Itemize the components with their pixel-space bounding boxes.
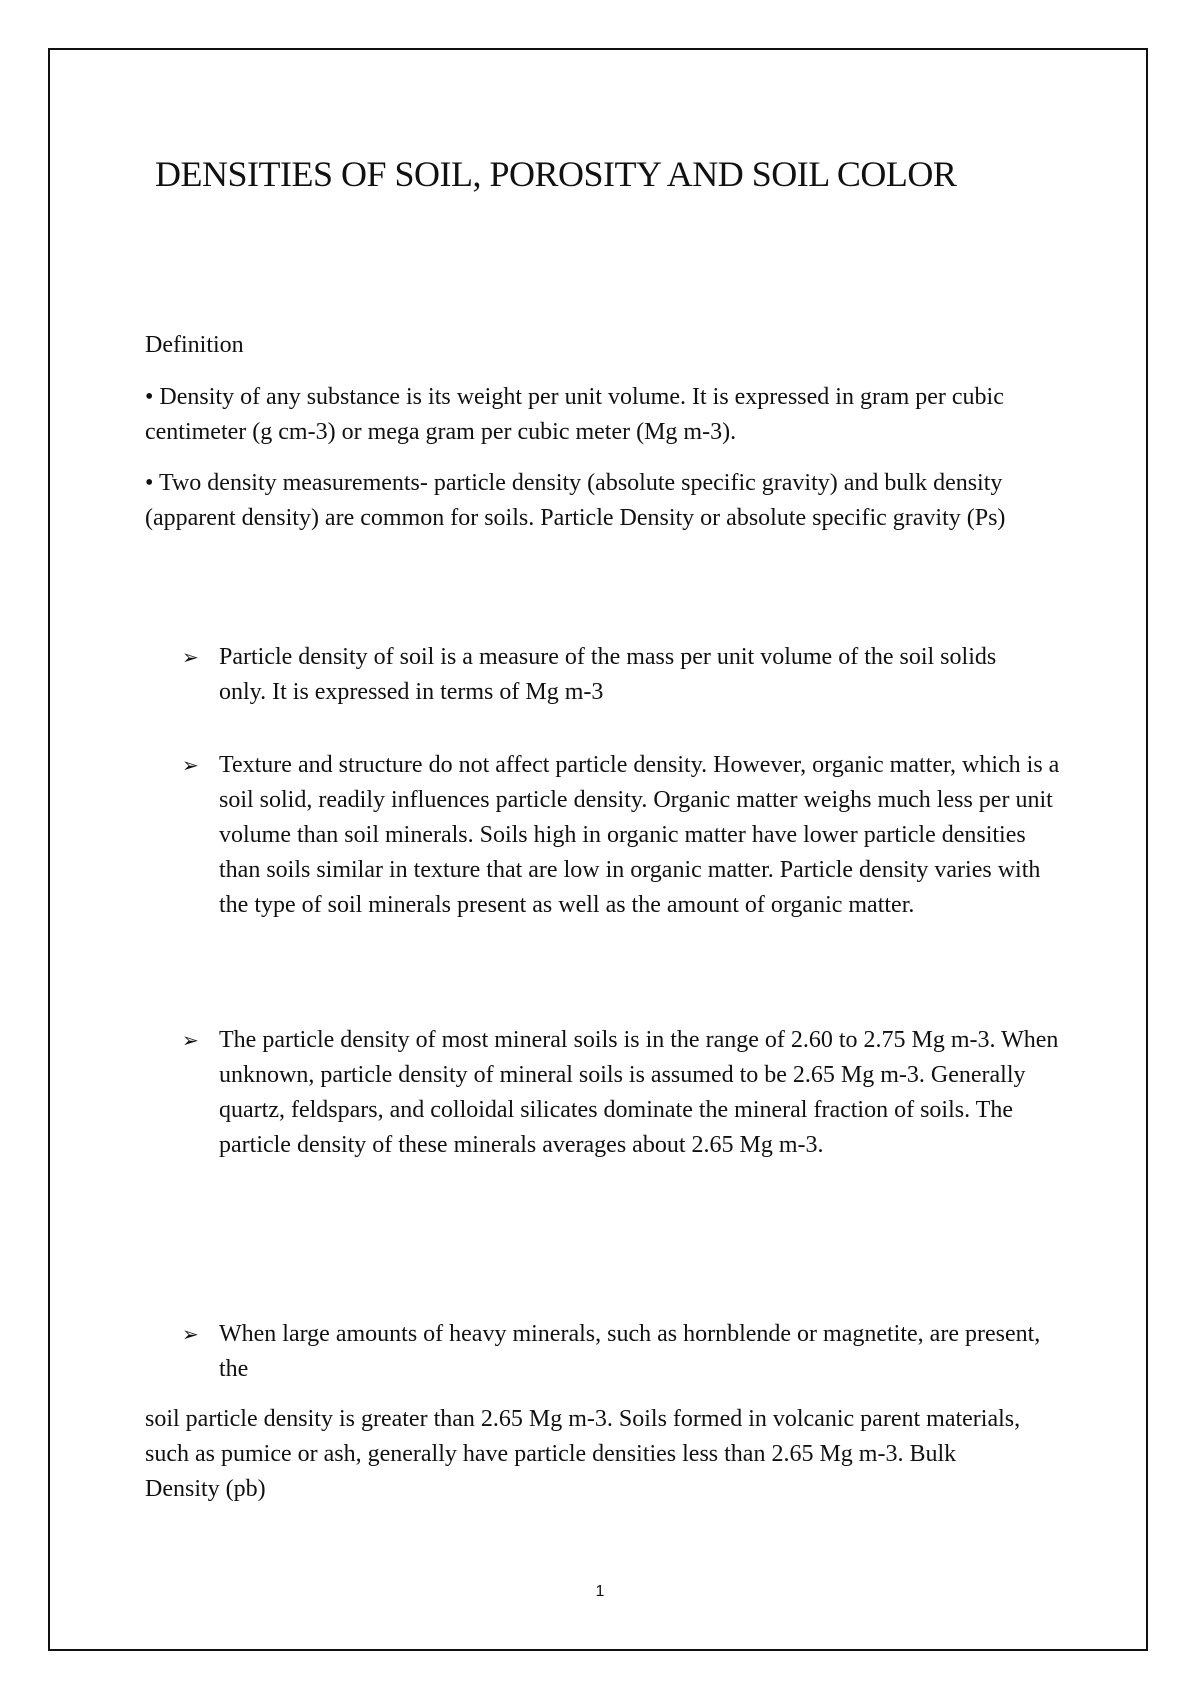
document-title: [145, 148, 1005, 200]
arrowhead-bullet-icon: ➢: [182, 645, 199, 669]
bullet-text: Particle density of soil is a measure of the mass per unit volume of the soil solids only. It is expressed in terms of Mg m-3: [219, 644, 997, 705]
bullet-item-mineral-soils-range: [182, 1023, 1062, 1163]
bullet-text: When large amounts of heavy minerals, such as hornblende or magnetite, are present, the: [219, 1321, 1041, 1382]
arrowhead-bullet-icon: ➢: [182, 753, 199, 777]
page-number: 1: [595, 1583, 605, 1600]
bullet-item-heavy-minerals: [182, 1317, 1062, 1387]
bullet-text: The particle density of most mineral soils is in the range of 2.60 to 2.75 Mg m-3. When unknown, particle density of mineral soils is assumed to be 2.65 Mg m-3. Generally quartz, feldspars, and colloidal silicates dominate the mineral fraction of soils. The particle density of these minerals averages about 2.65 Mg m-3.: [219, 1027, 1059, 1158]
bullet-item-texture-structure: [182, 748, 1062, 923]
arrowhead-bullet-icon: ➢: [182, 1028, 199, 1052]
document-title-text: DENSITIES OF SOIL, POROSITY AND SOIL COLOR: [155, 154, 957, 194]
paragraph-density-measurements: • Two density measurements- particle density (absolute specific gravity) and bulk density (apparent density) are common for soils. Particle Density or absolute specific gravity (Ps): [145, 470, 1006, 531]
arrowhead-bullet-icon: ➢: [182, 1322, 199, 1346]
paragraph-density-definition: • Density of any substance is its weight per unit volume. It is expressed in gram per cubic centimeter (g cm-3) or mega gram per cubic meter (Mg m-3).: [145, 384, 1004, 445]
paragraph-closing: soil particle density is greater than 2.65 Mg m-3. Soils formed in volcanic parent materials, such as pumice or ash, generally have particle densities less than 2.65 Mg m-3. Bulk Density (pb): [145, 1406, 1021, 1502]
bullet-item-particle-density: [182, 640, 1042, 710]
definition-heading: Definition: [145, 332, 244, 358]
bullet-text: Texture and structure do not affect particle density. However, organic matter, which is a soil solid, readily influences particle density. Organic matter weighs much less per unit volume than soil minerals. Soils high in organic matter have lower particle densities than soils similar in texture that are low in organic matter. Particle density varies with the type of soil minerals present as well as the amount of organic matter.: [219, 752, 1060, 918]
